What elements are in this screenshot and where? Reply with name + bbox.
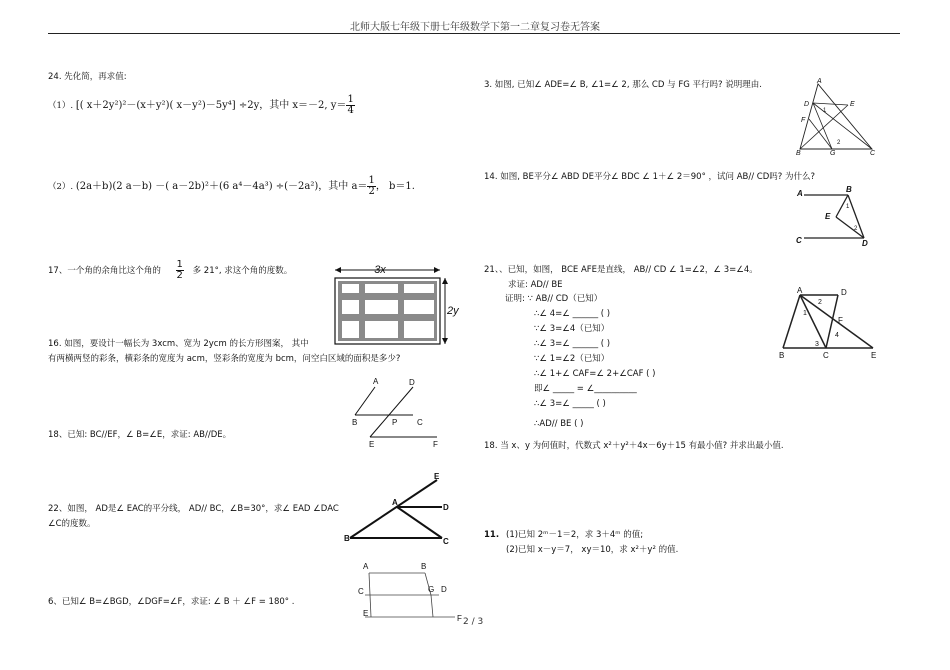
fig-q14-label: A — [797, 189, 803, 198]
fig-q21-label: E — [871, 351, 877, 360]
q21-step: ∴∠ 4=∠ ______ ( ) — [534, 309, 611, 319]
fig-q6-label: E — [363, 609, 369, 618]
q16-line1: 16. 如图，要设计一幅长为 3xcm、宽为 2ycm 的长方形图案， 其中 — [48, 339, 309, 349]
q16-line2: 有两横两竖的彩条，横彩条的宽度为 acm，竖彩条的宽度为 bcm，问空白区域的面积是多少? — [48, 354, 401, 364]
fig-q6-label: D — [441, 585, 447, 594]
figure-q6-parallel — [355, 557, 467, 627]
q11-line1: (1)已知 2ᵐ－1＝2，求 3＋4ᵐ 的值; — [506, 530, 644, 540]
fig-q18-label: E — [369, 440, 375, 449]
fig-q14-label: 2 — [854, 226, 858, 232]
figure-q3-triangle — [790, 75, 880, 157]
q17-fraction — [176, 260, 184, 281]
q24-part2-tail: ， b＝1. — [375, 181, 415, 192]
q21-step: ∴∠ 3=∠ _____ ( ) — [534, 399, 606, 409]
fig-q18-label: F — [433, 440, 438, 449]
q24-part2-label: （2）. — [48, 182, 76, 192]
q21-step: ∴∠ 3=∠ ______ ( ) — [534, 339, 611, 349]
q21-step: ∵∠ 1=∠2（已知） — [534, 354, 610, 364]
q24-part1-label: （1）. — [48, 101, 76, 111]
fig-q3-label: A — [817, 78, 822, 85]
fig-q3-label: E — [850, 101, 855, 108]
fig-q18-label: D — [409, 378, 415, 387]
fig-q18-label: C — [417, 418, 423, 427]
q21-step: 即∠ _____ = ∠__________ — [534, 384, 637, 394]
page-number: 2 / 3 — [463, 617, 484, 627]
fig-q21-label: F — [838, 316, 843, 325]
q22-line2: ∠C的度数。 — [48, 519, 96, 529]
q24-part2-expr: (2a＋b)(2 a－b) －( a－2b)²＋(6 a⁴－4a³) ÷(－2a²)，其中 a＝ — [75, 181, 368, 192]
fraction-numerator: 1 — [368, 175, 375, 186]
fig-q18-label: P — [392, 418, 398, 427]
fraction-numerator: 1 — [347, 94, 354, 105]
fig-q21-label: A — [797, 286, 803, 295]
fig-q6-label: F — [457, 614, 462, 623]
fig-q21-label: D — [841, 288, 847, 297]
q3-text: 3. 如图, 已知∠ ADE=∠ B, ∠1=∠ 2, 那么 CD 与 FG 平行吗? 说明理由. — [484, 80, 762, 90]
fig-q22-label: A — [392, 498, 398, 507]
rect-height-label: 2y — [447, 305, 459, 317]
fig-q3-label: 1 — [823, 108, 827, 114]
fig-q6-label: C — [358, 587, 364, 596]
fig-q3-label: C — [870, 150, 876, 157]
fig-q22-label: D — [443, 503, 449, 512]
fig-q3-label: B — [796, 150, 801, 157]
fig-q21-label: C — [823, 351, 829, 360]
fig-q14-label: E — [825, 212, 831, 221]
q18a-text: 18、已知: BC//EF，∠ B=∠E，求证: AB//DE。 — [48, 430, 232, 440]
q21-step: ∴AD// BE ( ) — [534, 419, 584, 429]
fig-q22-label: C — [443, 537, 449, 546]
fraction-denominator: 4 — [347, 105, 354, 116]
fig-q14-label: C — [796, 236, 802, 245]
figure-q14-parallel — [792, 182, 882, 250]
q17-post: 多 21°, 求这个角的度数。 — [192, 266, 293, 276]
fig-q6-label: G — [428, 585, 435, 594]
fraction-denominator: 2 — [368, 186, 375, 197]
fig-q6-label: A — [363, 562, 369, 571]
fraction-numerator: 1 — [176, 259, 183, 270]
fig-q3-label: D — [804, 101, 810, 108]
q14-text: 14. 如图, BE平分∠ ABD DE平分∠ BDC ∠ 1＋∠ 2＝90° ，试问 AB// CD吗? 为什么? — [484, 172, 816, 182]
q24-part1 — [48, 95, 355, 116]
fig-q3-label: G — [830, 150, 836, 157]
q24-part2 — [48, 176, 415, 197]
q11-title: 11. — [484, 530, 500, 540]
rectangle-stripes-figure — [330, 262, 460, 352]
q21-proof-head: 证明: ∵ AB// CD（已知） — [505, 294, 603, 304]
fig-q21-label: 2 — [818, 299, 822, 306]
header-rule — [48, 33, 900, 34]
fig-q21-label: 4 — [835, 332, 839, 339]
figure-q22-bisector — [342, 470, 457, 548]
q17-pre: 17、一个角的余角比这个角的 — [48, 266, 161, 276]
q6-text: 6、已知∠ B=∠BGD，∠DGF=∠F，求证: ∠ B ＋ ∠F = 180° . — [48, 597, 295, 607]
rect-width-label: 3x — [374, 264, 386, 276]
q17-text — [48, 260, 292, 281]
fig-q14-label: 1 — [846, 204, 850, 210]
q18b-text: 18. 当 x、y 为何值时，代数式 x²＋y²＋4x－6y＋15 有最小值? 并求出最小值. — [484, 441, 784, 451]
fig-q22-label: E — [434, 472, 440, 481]
fig-q21-label: 1 — [803, 310, 807, 317]
q11-line2: (2)已知 x－y＝7， xy＝10，求 x²＋y² 的值. — [506, 545, 679, 555]
q21-prove: 求证: AD// BE — [508, 280, 563, 290]
fig-q18-label: B — [352, 418, 358, 427]
fraction-denominator: 2 — [176, 270, 183, 281]
figure-q18-parallel — [345, 375, 445, 455]
fig-q18-label: A — [373, 377, 379, 386]
q21-step: ∴∠ 1+∠ CAF=∠ 2+∠CAF ( ) — [534, 369, 656, 379]
fig-q14-label: D — [862, 239, 868, 248]
fig-q22-label: B — [344, 534, 350, 543]
fig-q21-label: 3 — [815, 341, 819, 348]
fig-q3-label: F — [801, 117, 806, 124]
fig-q3-label: 2 — [837, 140, 841, 146]
q24-part1-expr: [( x＋2y²)²－(x＋y²)( x－y²)－5y⁴] ÷2y，其中 x＝－2, y＝ — [75, 100, 347, 111]
fig-q14-label: B — [846, 185, 852, 194]
q22-line1: 22、如图， AD是∠ EAC的平分线， AD// BC，∠B=30°，求∠ EAD ∠DAC — [48, 504, 339, 514]
q24-part2-fraction — [367, 176, 375, 197]
fig-q21-label: B — [779, 351, 785, 360]
q24-part1-fraction — [346, 95, 354, 116]
q21-title: 21、、已知，如图， BCE AFE是直线， AB// CD ∠ 1=∠2，∠ 3=∠4。 — [484, 265, 758, 275]
figure-q21-geometry — [778, 285, 882, 363]
page-header-title: 北师大版七年级下册七年级数学下第一二章复习卷无答案 — [350, 22, 600, 33]
q24-title: 24. 先化简，再求值: — [48, 72, 127, 82]
fig-q6-label: B — [421, 562, 427, 571]
q21-step: ∵∠ 3=∠4（已知） — [534, 324, 610, 334]
